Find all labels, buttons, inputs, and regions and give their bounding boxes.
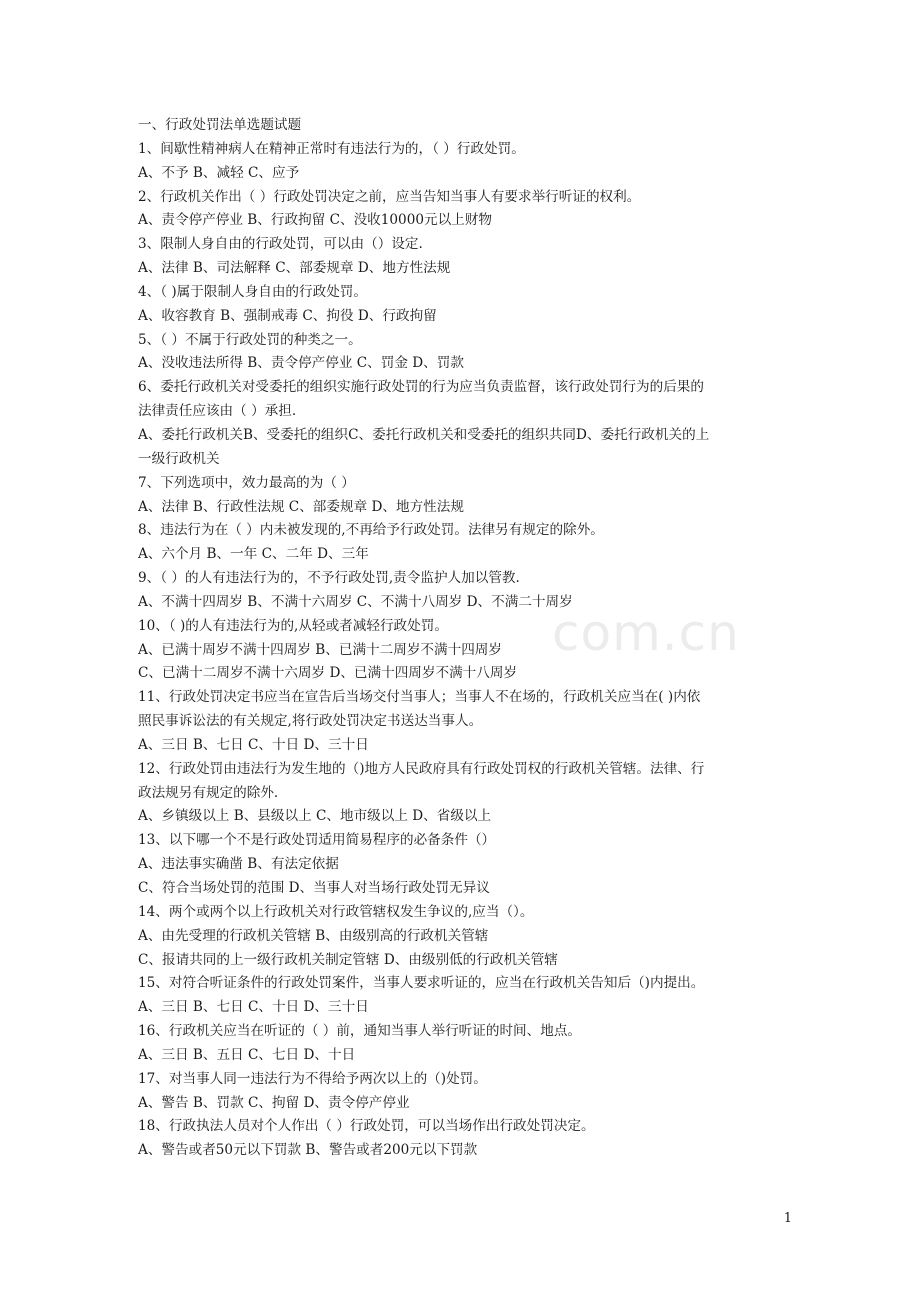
page-number: 1 xyxy=(783,1211,792,1226)
text-line: 8、违法行为在（ ）内未被发现的,不再给予行政处罚。法律另有规定的除外。 xyxy=(138,522,604,539)
text-line: 5、（ ）不属于行政处罚的种类之一。 xyxy=(138,331,362,348)
text-line: A、不予 B、减轻 C、应予 xyxy=(138,164,300,181)
text-line: A、已满十周岁不满十四周岁 B、已满十二周岁不满十四周岁 xyxy=(138,641,502,658)
text-line: C、符合当场处罚的范围 D、当事人对当场行政处罚无异议 xyxy=(138,880,490,896)
text-line: 4、（ )属于限制人身自由的行政处罚。 xyxy=(138,283,367,300)
text-line: A、委托行政机关B、受委托的组织C、委托行政机关和受委托的组织共同D、委托行政机关的上 xyxy=(138,426,710,443)
text-line: 6、委托行政机关对受委托的组织实施行政处罚的行为应当负责监督，该行政处罚行为的后果的 xyxy=(138,379,704,396)
text-line: 11、行政处罚决定书应当在宣告后当场交付当事人；当事人不在场的，行政机关应当在( )内依 xyxy=(138,689,701,706)
text-line: A、收容教育 B、强制戒毒 C、拘役 D、行政拘留 xyxy=(138,307,437,324)
text-line: 3、限制人身自由的行政处罚，可以由（）设定. xyxy=(138,236,423,253)
text-line: 10、（ )的人有违法行为的,从轻或者减轻行政处罚。 xyxy=(138,617,448,634)
section-title: 一、行政处罚法单选题试题 xyxy=(138,117,302,133)
text-line: A、法律 B、行政性法规 C、部委规章 D、地方性法规 xyxy=(138,498,464,515)
text-line: A、三日 B、七日 C、十日 D、三十日 xyxy=(138,736,369,753)
text-line: 17、对当事人同一违法行为不得给予两次以上的（)处罚。 xyxy=(138,1070,487,1087)
text-line: A、警告或者50元以下罚款 B、警告或者200元以下罚款 xyxy=(138,1142,478,1159)
text-line: A、三日 B、七日 C、十日 D、三十日 xyxy=(138,999,369,1016)
text-line: A、六个月 B、一年 C、二年 D、三年 xyxy=(138,546,369,563)
text-line: 16、行政机关应当在听证的（ ）前，通知当事人举行听证的时间、地点。 xyxy=(138,1023,582,1040)
text-line: 2、行政机关作出（ ）行政处罚决定之前，应当告知当事人有要求举行听证的权利。 xyxy=(138,188,641,205)
text-line: A、三日 B、五日 C、七日 D、十日 xyxy=(138,1046,356,1063)
text-line: 9、（ ）的人有违法行为的，不予行政处罚,责令监护人加以管教. xyxy=(138,570,520,587)
document-body xyxy=(138,114,786,1163)
text-line: A、法律 B、司法解释 C、部委规章 D、地方性法规 xyxy=(138,260,451,277)
text-line: 照民事诉讼法的有关规定,将行政处罚决定书送达当事人。 xyxy=(138,713,483,730)
text-line: 1、间歇性精神病人在精神正常时有违法行为的，（ ）行政处罚。 xyxy=(138,140,525,157)
text-line: A、乡镇级以上 B、县级以上 C、地市级以上 D、省级以上 xyxy=(138,808,492,825)
text-line: A、违法事实确凿 B、有法定依据 xyxy=(138,856,339,873)
watermark: com.cn xyxy=(552,604,740,662)
text-line: 14、两个或两个以上行政机关对行政管辖权发生争议的,应当（）。 xyxy=(138,903,534,920)
text-line: 18、行政执法人员对个人作出（ ）行政处罚，可以当场作出行政处罚决定。 xyxy=(138,1118,595,1135)
text-line: C、已满十二周岁不满十六周岁 D、已满十四周岁不满十八周岁 xyxy=(138,665,518,682)
text-line: A、不满十四周岁 B、不满十六周岁 C、不满十八周岁 D、不满二十周岁 xyxy=(138,593,573,610)
text-line: A、警告 B、罚款 C、拘留 D、责令停产停业 xyxy=(138,1094,410,1111)
text-line: 12、行政处罚由违法行为发生地的（)地方人民政府具有行政处罚权的行政机关管辖。法律、行 xyxy=(138,760,705,777)
text-line: C、报请共同的上一级行政机关制定管辖 D、由级别低的行政机关管辖 xyxy=(138,951,558,968)
text-line: 13、以下哪一个不是行政处罚适用简易程序的必备条件（） xyxy=(138,832,496,849)
text-line: 15、对符合听证条件的行政处罚案件，当事人要求听证的，应当在行政机关告知后（)内提出。 xyxy=(138,975,705,992)
text-line: A、由先受理的行政机关管辖 B、由级别高的行政机关管辖 xyxy=(138,927,489,944)
text-line: 7、下列选项中，效力最高的为（ ） xyxy=(138,474,355,491)
text-line: 法律责任应该由（ ）承担. xyxy=(138,403,297,420)
text-line: A、没收违法所得 B、责令停产停业 C、罚金 D、罚款 xyxy=(138,355,464,372)
text-line: 政法规另有规定的除外. xyxy=(138,784,279,801)
text-line: A、责令停产停业 B、行政拘留 C、没收10000元以上财物 xyxy=(138,212,492,229)
text-line: 一级行政机关 xyxy=(138,450,220,467)
